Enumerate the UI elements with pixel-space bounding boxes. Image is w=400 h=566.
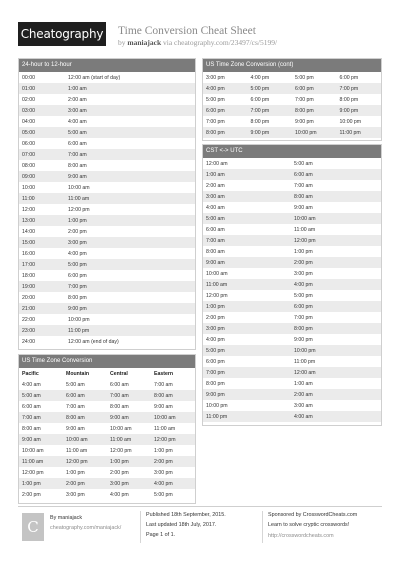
table-row: [203, 127, 381, 138]
table-cell: 8:00 am: [110, 403, 129, 410]
table-cell: 8:00 am: [291, 191, 381, 202]
table-row: [19, 83, 195, 94]
table-cell: 5:00 pm: [154, 491, 173, 498]
table-cell: 3:00 pm: [65, 237, 195, 248]
section-us-time-zone-cont: [202, 58, 382, 141]
column-header: Mountain: [66, 370, 90, 377]
table-cell: 8:00 am: [68, 162, 87, 169]
table-row: [203, 246, 381, 257]
table-cell: 4:00 pm: [250, 74, 270, 81]
table-row: [203, 279, 381, 290]
section-24-hour: [18, 58, 196, 350]
table-cell: 9:00 pm: [248, 127, 293, 138]
table-row: [203, 105, 381, 116]
table-cell: 15:00: [19, 237, 65, 248]
sponsored-by-label: Sponsored by: [268, 512, 302, 518]
table-cell: 2:00 pm: [206, 314, 225, 321]
table-cell: 8:00 am: [63, 412, 107, 423]
table-row: [19, 456, 195, 467]
table-cell: 11:00 am: [154, 425, 176, 432]
table-cell: 14:00: [22, 228, 35, 235]
table-row: [203, 345, 381, 356]
table-row: [203, 301, 381, 312]
table-row: [203, 389, 381, 400]
table-cell: 5:00 am: [65, 127, 195, 138]
table-cell: 7:00 pm: [65, 281, 195, 292]
table-cell: 6:00 am: [22, 403, 41, 410]
table-row: [19, 138, 195, 149]
table-cell: 7:00 pm: [203, 367, 291, 378]
table-row: [203, 213, 381, 224]
table-cell: 7:00 pm: [248, 105, 293, 116]
table-cell: 4:00 pm: [291, 279, 381, 290]
table-cell: 7:00 am: [203, 235, 291, 246]
page-footer: [18, 506, 382, 547]
table-row: [19, 248, 195, 259]
table-row: [19, 270, 195, 281]
footer-author: [18, 507, 138, 547]
table-row: [203, 257, 381, 268]
table-cell: 10:00 pm: [291, 345, 381, 356]
table-cell: 3:00 am: [203, 191, 291, 202]
table-cell: 4:00 am: [206, 204, 225, 211]
table-cell: 1:00 am: [294, 380, 313, 387]
table-cell: 5:00 am: [19, 390, 63, 401]
table-row: [203, 290, 381, 301]
table-cell: 5:00 pm: [294, 292, 313, 299]
table-cell: 4:00 pm: [203, 83, 248, 94]
table-cell: 1:00 pm: [19, 478, 63, 489]
table-row: [19, 445, 195, 456]
table-cell: 9:00 am: [203, 257, 291, 268]
table-cell: 10:00 am: [68, 184, 90, 191]
table-cell: 3:00 am: [65, 105, 195, 116]
table-cell: 9:00 am: [65, 171, 195, 182]
table-cell: 03:00: [19, 105, 65, 116]
table-cell: 10:00 am: [110, 425, 132, 432]
table-cell: 12:00 pm: [68, 206, 90, 213]
table-row: [203, 312, 381, 323]
conversion-table: [19, 72, 195, 347]
table-cell: 21:00: [19, 303, 65, 314]
table-cell: 5:00 pm: [203, 345, 291, 356]
table-cell: 12:00 am (start of day): [68, 74, 121, 81]
footer-publication: [144, 507, 262, 547]
table-cell: 19:00: [19, 281, 65, 292]
table-row: [19, 215, 195, 226]
table-cell: 3:00 pm: [203, 323, 291, 334]
table-cell: 8:00 pm: [203, 127, 248, 138]
table-cell: 10:00 pm: [206, 402, 228, 409]
footer-divider: [140, 511, 141, 543]
table-cell: 11:00 pm: [294, 358, 316, 365]
table-cell: 05:00: [19, 127, 65, 138]
table-cell: 11:00 am: [19, 456, 63, 467]
page-number: Page 1 of 1.: [146, 532, 176, 538]
footer-by: By: [50, 515, 57, 521]
table-cell: 11:00 pm: [337, 127, 382, 138]
sponsor-url[interactable]: http://crosswordcheats.com: [268, 533, 334, 539]
table-cell: 7:00 am: [65, 149, 195, 160]
table-row: [203, 116, 381, 127]
table-row: [19, 259, 195, 270]
table-row: [203, 94, 381, 105]
table-cell: 06:00: [22, 140, 35, 147]
table-row: [19, 303, 195, 314]
table-cell: 08:00: [22, 162, 35, 169]
table-cell: 9:00 pm: [203, 389, 291, 400]
table-cell: 7:00 pm: [206, 118, 225, 125]
page-header: [0, 0, 400, 52]
table-cell: 9:00 am: [66, 425, 85, 432]
table-cell: 3:00 pm: [66, 491, 85, 498]
section-title: CST <-> UTC: [203, 145, 381, 158]
table-cell: 5:00 pm: [295, 74, 314, 81]
table-cell: 11:00 am: [294, 226, 316, 233]
table-cell: 9:00 pm: [294, 336, 313, 343]
table-header-row: [19, 368, 195, 379]
table-row: [19, 116, 195, 127]
table-cell: 6:00 am: [291, 169, 381, 180]
table-cell: 5:00 pm: [248, 83, 293, 94]
table-cell: 9:00 am: [107, 412, 151, 423]
byline-url-link[interactable]: cheatography.com/23497/cs/5199/: [174, 38, 278, 47]
table-cell: 12:00 pm: [151, 434, 195, 445]
table-cell: 11:00 am: [65, 193, 195, 204]
column-header: Central: [110, 370, 128, 377]
table-cell: 10:00 pm: [339, 118, 362, 125]
table-cell: 2:00 pm: [22, 491, 41, 498]
table-cell: 12:00 am: [291, 367, 381, 378]
table-cell: 1:00 am: [65, 83, 195, 94]
table-cell: 6:00 pm: [203, 105, 248, 116]
updated-date: Last updated 18th July, 2017.: [146, 522, 217, 528]
column-header: Eastern: [154, 370, 174, 377]
table-row: [203, 158, 381, 169]
table-row: [19, 292, 195, 303]
table-row: [203, 268, 381, 279]
table-cell: 4:00 am: [291, 411, 381, 422]
cst-utc-table: [203, 158, 381, 422]
table-row: [203, 83, 381, 94]
table-row: [203, 334, 381, 345]
table-row: [19, 72, 195, 83]
table-row: [203, 235, 381, 246]
table-cell: 4:00 am: [22, 381, 41, 388]
cheatography-logo[interactable]: Cheatography: [18, 22, 106, 46]
table-row: [19, 149, 195, 160]
table-cell: 2:00 pm: [68, 228, 87, 235]
table-row: [203, 202, 381, 213]
table-cell: 10:00 am: [22, 447, 44, 454]
table-cell: 11:00 pm: [65, 325, 195, 336]
table-cell: 1:00 pm: [154, 447, 173, 454]
table-cell: 12:00 pm: [63, 456, 107, 467]
table-cell: 10:00 am: [63, 434, 107, 445]
table-row: [19, 489, 195, 500]
table-cell: 12:00 am (end of day): [68, 338, 119, 345]
table-row: [19, 237, 195, 248]
table-cell: 11:00 am: [203, 279, 291, 290]
table-cell: 3:00 pm: [107, 478, 151, 489]
table-cell: 7:00 pm: [294, 314, 313, 321]
table-cell: 4:00 pm: [110, 491, 129, 498]
table-row: [203, 367, 381, 378]
table-cell: 1:00 pm: [203, 301, 291, 312]
table-cell: 8:00 pm: [291, 323, 381, 334]
section-title: US Time Zone Conversion (cont): [203, 59, 381, 72]
table-cell: 7:00 am: [66, 403, 85, 410]
table-row: [19, 226, 195, 237]
footer-sponsor: [266, 507, 382, 547]
table-cell: 12:00 pm: [110, 447, 132, 454]
footer-divider: [262, 511, 263, 543]
table-cell: 4:00 pm: [68, 250, 87, 257]
byline-by: by: [118, 38, 126, 47]
table-cell: 5:00 am: [294, 160, 313, 167]
table-cell: 11:00 pm: [203, 411, 291, 422]
table-cell: 7:00 pm: [337, 83, 382, 94]
table-cell: 11:00: [19, 193, 65, 204]
table-row: [19, 434, 195, 445]
footer-author-line: [50, 514, 82, 523]
table-row: [19, 412, 195, 423]
table-row: [203, 400, 381, 411]
table-cell: 3:00 pm: [154, 469, 173, 476]
table-row: [19, 379, 195, 390]
table-cell: 5:00 pm: [65, 259, 195, 270]
table-cell: 2:00 pm: [151, 456, 195, 467]
table-cell: 8:00 pm: [206, 380, 225, 387]
section-us-time-zone: [18, 354, 196, 504]
sponsor-line: [268, 511, 357, 520]
table-row: [203, 356, 381, 367]
table-cell: 7:00 pm: [295, 96, 314, 103]
table-cell: 8:00 pm: [339, 96, 359, 103]
table-row: [19, 193, 195, 204]
table-row: [203, 169, 381, 180]
table-cell: 17:00: [19, 259, 65, 270]
table-cell: 2:00 am: [68, 96, 87, 103]
table-row: [19, 94, 195, 105]
sponsor-tagline: Learn to solve cryptic crosswords!: [268, 522, 350, 528]
table-cell: 10:00: [22, 184, 35, 191]
table-cell: 04:00: [22, 118, 35, 125]
table-cell: 13:00: [19, 215, 65, 226]
table-cell: 9:00 pm: [65, 303, 195, 314]
table-row: [19, 127, 195, 138]
table-cell: 22:00: [22, 316, 35, 323]
section-title: US Time Zone Conversion: [19, 355, 195, 368]
table-cell: 23:00: [19, 325, 65, 336]
table-cell: 6:00 am: [110, 381, 129, 388]
table-cell: 8:00 am: [206, 248, 225, 255]
table-cell: 8:00 pm: [292, 105, 337, 116]
table-cell: 00:00: [22, 74, 35, 81]
table-cell: 6:00 pm: [68, 272, 87, 279]
table-cell: 12:00: [22, 206, 35, 213]
table-row: [203, 224, 381, 235]
table-cell: 18:00: [22, 272, 35, 279]
table-cell: 01:00: [19, 83, 65, 94]
table-cell: 10:00 pm: [68, 316, 90, 323]
table-cell: 1:00 pm: [66, 469, 85, 476]
table-row: [19, 390, 195, 401]
table-cell: 7:00 am: [107, 390, 151, 401]
table-row: [203, 191, 381, 202]
table-row: [19, 325, 195, 336]
table-cell: 6:00 am: [206, 226, 225, 233]
table-row: [19, 478, 195, 489]
table-cell: 7:00 am: [154, 381, 173, 388]
sponsor-link[interactable]: CrosswordCheats.com: [302, 512, 358, 518]
table-row: [19, 204, 195, 215]
table-cell: 9:00 am: [19, 434, 63, 445]
table-cell: 24:00: [22, 338, 35, 345]
table-cell: 8:00 am: [22, 425, 41, 432]
table-cell: 10:00 pm: [292, 127, 337, 138]
table-cell: 07:00: [19, 149, 65, 160]
table-cell: 5:00 am: [203, 213, 291, 224]
table-cell: 2:00 pm: [110, 469, 129, 476]
table-row: [19, 105, 195, 116]
table-row: [19, 160, 195, 171]
cheatography-c-logo: C: [22, 513, 44, 541]
table-cell: 6:00 pm: [206, 358, 225, 365]
table-cell: 20:00: [22, 294, 35, 301]
table-row: [203, 72, 381, 83]
table-row: [19, 423, 195, 434]
table-cell: 9:00 am: [294, 204, 313, 211]
table-cell: 6:00 pm: [291, 301, 381, 312]
table-cell: 7:00 am: [19, 412, 63, 423]
footer-author-link[interactable]: maniajack: [57, 515, 83, 521]
section-cst-utc: [202, 144, 382, 426]
byline-author-link[interactable]: maniajack: [127, 38, 162, 47]
table-cell: 4:00 am: [68, 118, 87, 125]
byline: [118, 38, 277, 47]
table-cell: 6:00 am: [68, 140, 87, 147]
table-cell: 1:00 pm: [65, 215, 195, 226]
table-cell: 5:00 am: [66, 381, 85, 388]
table-row: [19, 401, 195, 412]
table-row: [19, 314, 195, 325]
table-cell: 09:00: [19, 171, 65, 182]
table-row: [203, 180, 381, 191]
table-cell: 9:00 pm: [337, 105, 382, 116]
table-cell: 9:00 am: [154, 403, 173, 410]
table-row: [19, 336, 195, 347]
table-cell: 8:00 pm: [68, 294, 87, 301]
table-cell: 6:00 pm: [250, 96, 270, 103]
table-cell: 6:00 pm: [339, 74, 359, 81]
table-cell: 11:00 am: [66, 447, 88, 454]
table-cell: 8:00 am: [151, 390, 195, 401]
table-cell: 4:00 pm: [151, 478, 195, 489]
table-row: [19, 182, 195, 193]
table-cell: 1:00 am: [203, 169, 291, 180]
table-cell: 10:00 am: [291, 213, 381, 224]
table-cell: 3:00 pm: [294, 270, 313, 277]
table-row: [203, 378, 381, 389]
table-cell: 9:00 pm: [295, 118, 314, 125]
table-cell: 2:00 pm: [291, 257, 381, 268]
footer-author-url[interactable]: cheatography.com/maniajack/: [50, 525, 122, 531]
table-row: [19, 171, 195, 182]
table-cell: 12:00 am: [206, 160, 228, 167]
section-title: 24-hour to 12-hour: [19, 59, 195, 72]
table-cell: 6:00 pm: [292, 83, 337, 94]
published-date: Published 18th September, 2015.: [146, 512, 226, 518]
table-cell: 1:00 pm: [294, 248, 313, 255]
table-cell: 02:00: [22, 96, 35, 103]
table-cell: 7:00 am: [294, 182, 313, 189]
table-cell: 12:00 pm: [206, 292, 228, 299]
table-row: [203, 323, 381, 334]
table-row: [19, 467, 195, 478]
table-cell: 4:00 pm: [206, 336, 225, 343]
time-zone-table: [203, 72, 381, 138]
table-cell: 8:00 pm: [250, 118, 270, 125]
table-cell: 2:00 am: [206, 182, 225, 189]
table-cell: 3:00 am: [294, 402, 313, 409]
table-cell: 2:00 pm: [63, 478, 107, 489]
table-cell: 2:00 am: [291, 389, 381, 400]
page-title: Time Conversion Cheat Sheet: [118, 25, 256, 37]
table-row: [19, 281, 195, 292]
table-cell: 3:00 pm: [206, 74, 225, 81]
table-cell: 5:00 pm: [206, 96, 225, 103]
column-header: Pacific: [22, 370, 39, 377]
table-cell: 12:00 pm: [291, 235, 381, 246]
table-cell: 11:00 am: [107, 434, 151, 445]
table-cell: 10:00 am: [151, 412, 195, 423]
table-cell: 10:00 am: [206, 270, 228, 277]
table-cell: 6:00 am: [63, 390, 107, 401]
table-row: [203, 411, 381, 422]
table-cell: 16:00: [22, 250, 35, 257]
table-cell: 12:00 pm: [22, 469, 44, 476]
table-cell: 1:00 pm: [107, 456, 151, 467]
time-zone-table: [19, 368, 195, 500]
byline-via: via: [163, 38, 173, 47]
